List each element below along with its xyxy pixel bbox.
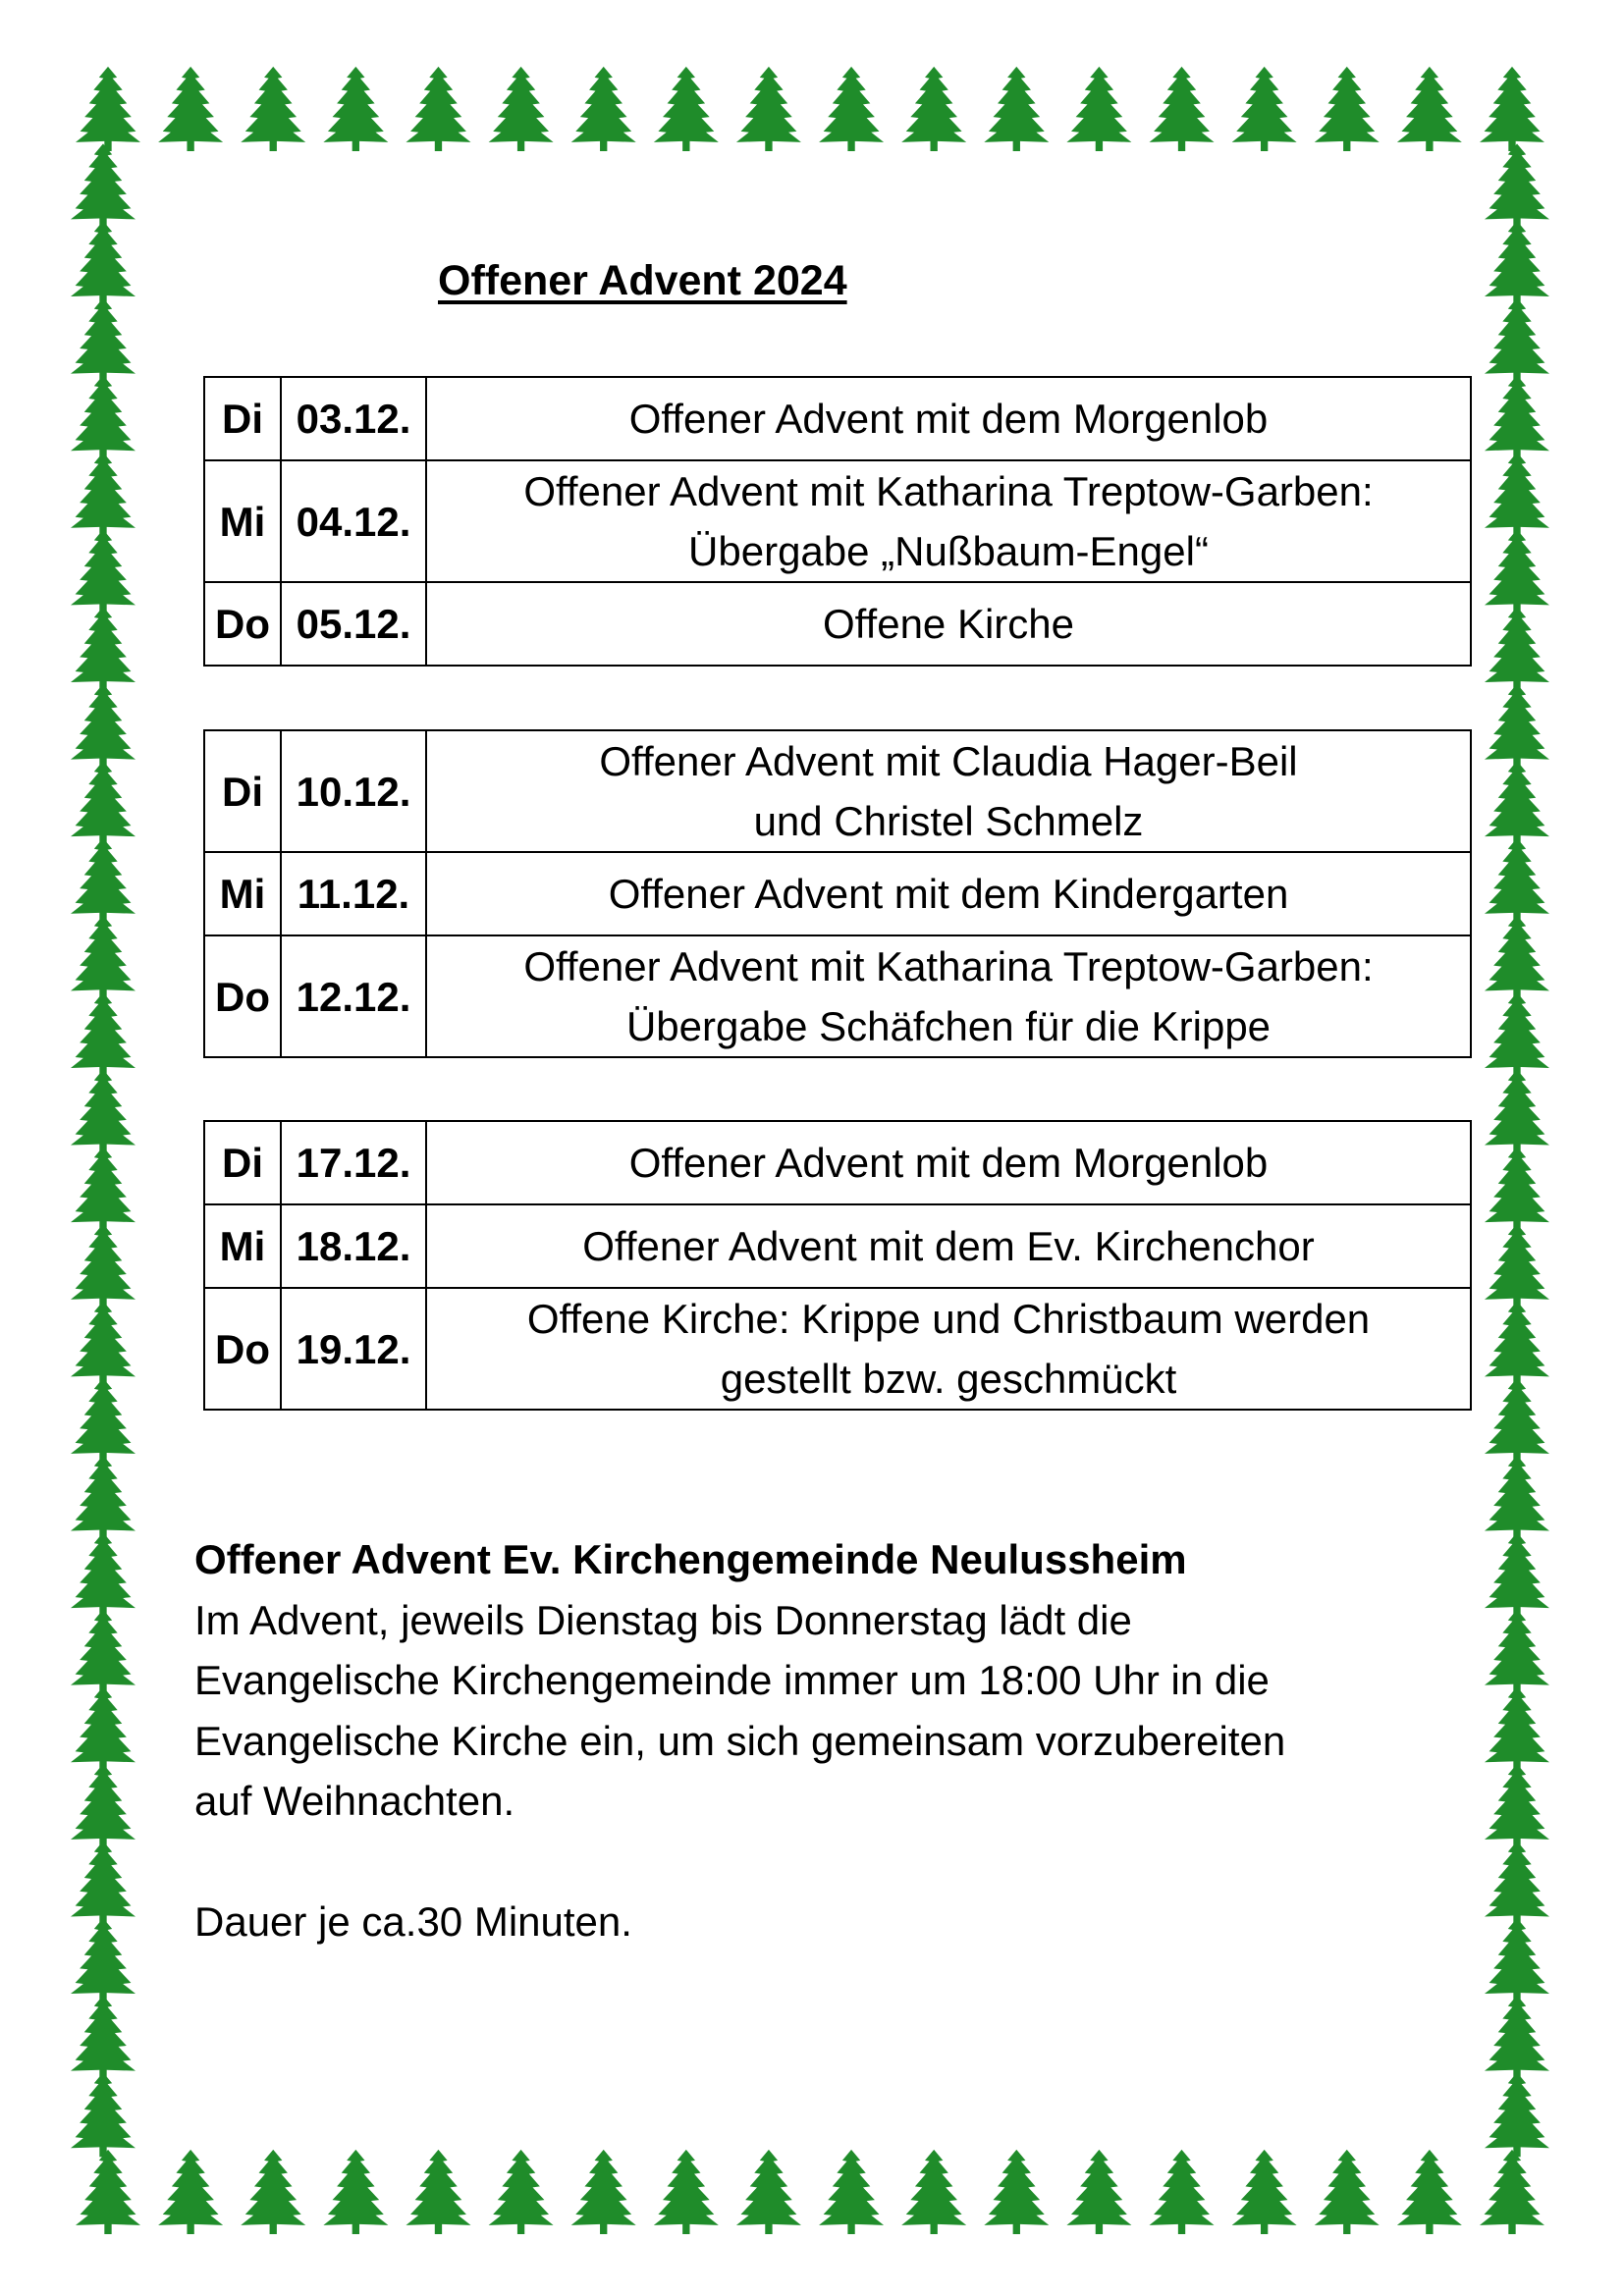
christmas-tree-icon — [71, 915, 135, 999]
christmas-tree-icon — [1485, 1070, 1549, 1154]
date-cell: 03.12. — [281, 377, 426, 460]
event-cell: Offener Advent mit Katharina Treptow-Garben: Übergabe Schäfchen für die Krippe — [426, 935, 1471, 1057]
christmas-tree-icon — [1315, 2150, 1380, 2234]
christmas-tree-icon — [1485, 1610, 1549, 1694]
christmas-tree-icon — [323, 67, 388, 151]
date-cell: 18.12. — [281, 1204, 426, 1288]
table-row — [204, 1204, 1471, 1288]
christmas-tree-icon — [1485, 607, 1549, 691]
info-duration: Dauer je ca.30 Minuten. — [194, 1897, 632, 1945]
day-cell: Di — [204, 1121, 281, 1204]
christmas-tree-icon — [1150, 2150, 1215, 2234]
christmas-tree-icon — [1485, 1147, 1549, 1231]
table-row — [204, 1288, 1471, 1410]
date-cell: 12.12. — [281, 935, 426, 1057]
christmas-tree-icon — [71, 221, 135, 305]
christmas-tree-icon — [71, 2072, 135, 2157]
table-row — [204, 852, 1471, 935]
christmas-tree-icon — [406, 2150, 470, 2234]
christmas-tree-icon — [241, 67, 305, 151]
christmas-tree-icon — [1485, 1764, 1549, 1848]
table-row — [204, 377, 1471, 460]
christmas-tree-icon — [1485, 529, 1549, 614]
table-row — [204, 460, 1471, 582]
christmas-tree-icon — [71, 1841, 135, 1925]
christmas-tree-icon — [819, 2150, 884, 2234]
event-cell: Offener Advent mit Katharina Treptow-Garben: Übergabe „Nußbaum-Engel“ — [426, 460, 1471, 582]
christmas-tree-icon — [158, 2150, 223, 2234]
christmas-tree-icon — [1485, 1841, 1549, 1925]
page-title: Offener Advent 2024 — [438, 257, 847, 304]
christmas-tree-icon — [71, 1147, 135, 1231]
christmas-tree-icon — [1150, 67, 1215, 151]
christmas-tree-icon — [71, 1378, 135, 1463]
day-cell: Di — [204, 730, 281, 852]
christmas-tree-icon — [819, 67, 884, 151]
christmas-tree-icon — [71, 1918, 135, 2002]
christmas-tree-icon — [1480, 67, 1544, 151]
date-cell: 10.12. — [281, 730, 426, 852]
event-cell: Offene Kirche: Krippe und Christbaum werden gestellt bzw. geschmückt — [426, 1288, 1471, 1410]
christmas-tree-icon — [1480, 2150, 1544, 2234]
christmas-tree-icon — [71, 1686, 135, 1771]
christmas-tree-icon — [76, 2150, 140, 2234]
christmas-tree-icon — [1485, 1301, 1549, 1385]
christmas-tree-icon — [1485, 221, 1549, 305]
christmas-tree-icon — [71, 684, 135, 769]
christmas-tree-icon — [736, 2150, 801, 2234]
christmas-tree-icon — [1485, 1456, 1549, 1540]
info-section — [194, 1529, 1422, 1951]
christmas-tree-icon — [1485, 915, 1549, 999]
day-cell: Do — [204, 935, 281, 1057]
table-row — [204, 730, 1471, 852]
christmas-tree-icon — [1485, 1378, 1549, 1463]
christmas-tree-icon — [71, 1764, 135, 1848]
christmas-tree-icon — [71, 607, 135, 691]
christmas-tree-icon — [71, 1224, 135, 1308]
date-cell: 04.12. — [281, 460, 426, 582]
christmas-tree-icon — [71, 761, 135, 845]
date-cell: 17.12. — [281, 1121, 426, 1204]
christmas-tree-icon — [323, 2150, 388, 2234]
table-row — [204, 1121, 1471, 1204]
info-line: Evangelische Kirchengemeinde immer um 18:00 Uhr in die — [194, 1657, 1270, 1703]
info-line: auf Weihnachten. — [194, 1778, 515, 1824]
christmas-tree-icon — [1232, 67, 1297, 151]
table-row — [204, 582, 1471, 666]
event-cell: Offene Kirche — [426, 582, 1471, 666]
event-cell: Offener Advent mit dem Morgenlob — [426, 1121, 1471, 1204]
christmas-tree-icon — [1232, 2150, 1297, 2234]
christmas-tree-icon — [76, 67, 140, 151]
christmas-tree-icon — [71, 529, 135, 614]
christmas-tree-icon — [71, 1301, 135, 1385]
christmas-tree-icon — [1485, 298, 1549, 383]
christmas-tree-icon — [71, 1996, 135, 2080]
christmas-tree-icon — [489, 2150, 554, 2234]
schedule-week-3 — [203, 1120, 1472, 1411]
christmas-tree-icon — [1485, 838, 1549, 923]
christmas-tree-icon — [71, 143, 135, 228]
christmas-tree-icon — [1485, 453, 1549, 537]
day-cell: Mi — [204, 460, 281, 582]
christmas-tree-icon — [71, 298, 135, 383]
christmas-tree-icon — [1397, 67, 1462, 151]
day-cell: Do — [204, 1288, 281, 1410]
christmas-tree-icon — [1485, 761, 1549, 845]
christmas-tree-icon — [1485, 2072, 1549, 2157]
day-cell: Do — [204, 582, 281, 666]
christmas-tree-icon — [71, 1456, 135, 1540]
christmas-tree-icon — [984, 2150, 1049, 2234]
event-cell: Offener Advent mit dem Kindergarten — [426, 852, 1471, 935]
christmas-tree-icon — [406, 67, 470, 151]
info-line: Im Advent, jeweils Dienstag bis Donnerstag lädt die — [194, 1596, 1132, 1643]
info-heading: Offener Advent Ev. Kirchengemeinde Neulussheim — [194, 1536, 1187, 1582]
event-cell: Offener Advent mit dem Morgenlob — [426, 377, 1471, 460]
christmas-tree-icon — [158, 67, 223, 151]
schedule-week-1 — [203, 376, 1472, 667]
info-line: Evangelische Kirche ein, um sich gemeinsam vorzubereiten — [194, 1717, 1286, 1764]
christmas-tree-icon — [1485, 992, 1549, 1077]
christmas-tree-icon — [1485, 1532, 1549, 1617]
event-cell: Offener Advent mit dem Ev. Kirchenchor — [426, 1204, 1471, 1288]
christmas-tree-icon — [71, 1532, 135, 1617]
christmas-tree-icon — [241, 2150, 305, 2234]
event-cell: Offener Advent mit Claudia Hager-Beil und Christel Schmelz — [426, 730, 1471, 852]
christmas-tree-icon — [984, 67, 1049, 151]
christmas-tree-icon — [71, 453, 135, 537]
christmas-tree-icon — [71, 1070, 135, 1154]
date-cell: 11.12. — [281, 852, 426, 935]
christmas-tree-icon — [1397, 2150, 1462, 2234]
christmas-tree-icon — [1485, 1686, 1549, 1771]
christmas-tree-icon — [1315, 67, 1380, 151]
christmas-tree-icon — [1485, 143, 1549, 228]
christmas-tree-icon — [736, 67, 801, 151]
christmas-tree-icon — [489, 67, 554, 151]
date-cell: 05.12. — [281, 582, 426, 666]
christmas-tree-icon — [901, 2150, 966, 2234]
christmas-tree-icon — [654, 67, 719, 151]
christmas-tree-icon — [71, 1610, 135, 1694]
christmas-tree-icon — [571, 2150, 636, 2234]
schedule-week-2 — [203, 729, 1472, 1058]
christmas-tree-icon — [1485, 1224, 1549, 1308]
christmas-tree-icon — [1485, 375, 1549, 459]
christmas-tree-icon — [654, 2150, 719, 2234]
christmas-tree-icon — [1485, 1918, 1549, 2002]
christmas-tree-icon — [1066, 2150, 1131, 2234]
day-cell: Mi — [204, 1204, 281, 1288]
christmas-tree-icon — [71, 838, 135, 923]
christmas-tree-icon — [1485, 1996, 1549, 2080]
day-cell: Mi — [204, 852, 281, 935]
christmas-tree-icon — [1066, 67, 1131, 151]
christmas-tree-icon — [901, 67, 966, 151]
christmas-tree-icon — [71, 992, 135, 1077]
table-row — [204, 935, 1471, 1057]
day-cell: Di — [204, 377, 281, 460]
christmas-tree-icon — [571, 67, 636, 151]
christmas-tree-icon — [1485, 684, 1549, 769]
christmas-tree-icon — [71, 375, 135, 459]
date-cell: 19.12. — [281, 1288, 426, 1410]
